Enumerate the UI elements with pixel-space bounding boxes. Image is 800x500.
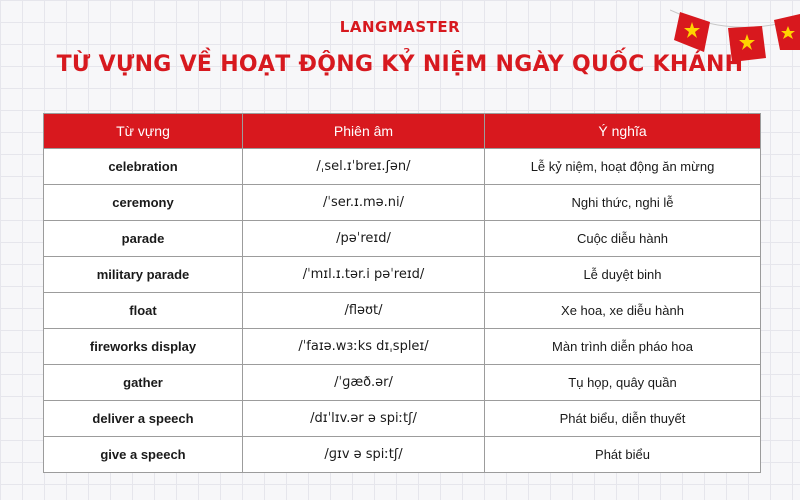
ipa-cell: /ˈser.ɪ.mə.ni/	[243, 185, 485, 221]
ipa-cell: /ˈfaɪə.wɜːks dɪˌspleɪ/	[243, 329, 485, 365]
table-row	[44, 401, 761, 437]
meaning-cell: Lễ duyệt binh	[485, 257, 761, 293]
table-row	[44, 185, 761, 221]
term-cell: gather	[44, 365, 243, 401]
term-cell: fireworks display	[44, 329, 243, 365]
meaning-cell: Phát biểu, diễn thuyết	[485, 401, 761, 437]
column-header-ipa: Phiên âm	[243, 114, 485, 149]
meaning-cell: Nghi thức, nghi lễ	[485, 185, 761, 221]
column-header-meaning: Ý nghĩa	[485, 114, 761, 149]
meaning-cell: Tụ họp, quây quần	[485, 365, 761, 401]
meaning-cell: Lễ kỷ niệm, hoạt động ăn mừng	[485, 149, 761, 185]
brand-logo: LANGMASTER	[339, 18, 461, 36]
ipa-cell: /fləʊt/	[243, 293, 485, 329]
ipa-cell: /ˈmɪl.ɪ.tər.i pəˈreɪd/	[243, 257, 485, 293]
ipa-cell: /ˈɡæð.ər/	[243, 365, 485, 401]
meaning-cell: Xe hoa, xe diễu hành	[485, 293, 761, 329]
table-row	[44, 437, 761, 473]
page-title: TỪ VỰNG VỀ HOẠT ĐỘNG KỶ NIỆM NGÀY QUỐC KHÁNH	[56, 52, 744, 77]
term-cell: give a speech	[44, 437, 243, 473]
table-row	[44, 149, 761, 185]
vocabulary-table	[43, 113, 761, 473]
meaning-cell: Cuộc diễu hành	[485, 221, 761, 257]
table-row	[44, 293, 761, 329]
ipa-cell: /pəˈreɪd/	[243, 221, 485, 257]
ipa-cell: /dɪˈlɪv.ər ə spiːtʃ/	[243, 401, 485, 437]
term-cell: float	[44, 293, 243, 329]
term-cell: celebration	[44, 149, 243, 185]
table-header-row	[44, 114, 761, 149]
ipa-cell: /ɡɪv ə spiːtʃ/	[243, 437, 485, 473]
term-cell: deliver a speech	[44, 401, 243, 437]
meaning-cell: Phát biểu	[485, 437, 761, 473]
table-row	[44, 221, 761, 257]
term-cell: parade	[44, 221, 243, 257]
ipa-cell: /ˌsel.ɪˈbreɪ.ʃən/	[243, 149, 485, 185]
column-header-term: Từ vựng	[44, 114, 243, 149]
table-row	[44, 365, 761, 401]
meaning-cell: Màn trình diễn pháo hoa	[485, 329, 761, 365]
term-cell: ceremony	[44, 185, 243, 221]
table-row	[44, 329, 761, 365]
term-cell: military parade	[44, 257, 243, 293]
table-row	[44, 257, 761, 293]
